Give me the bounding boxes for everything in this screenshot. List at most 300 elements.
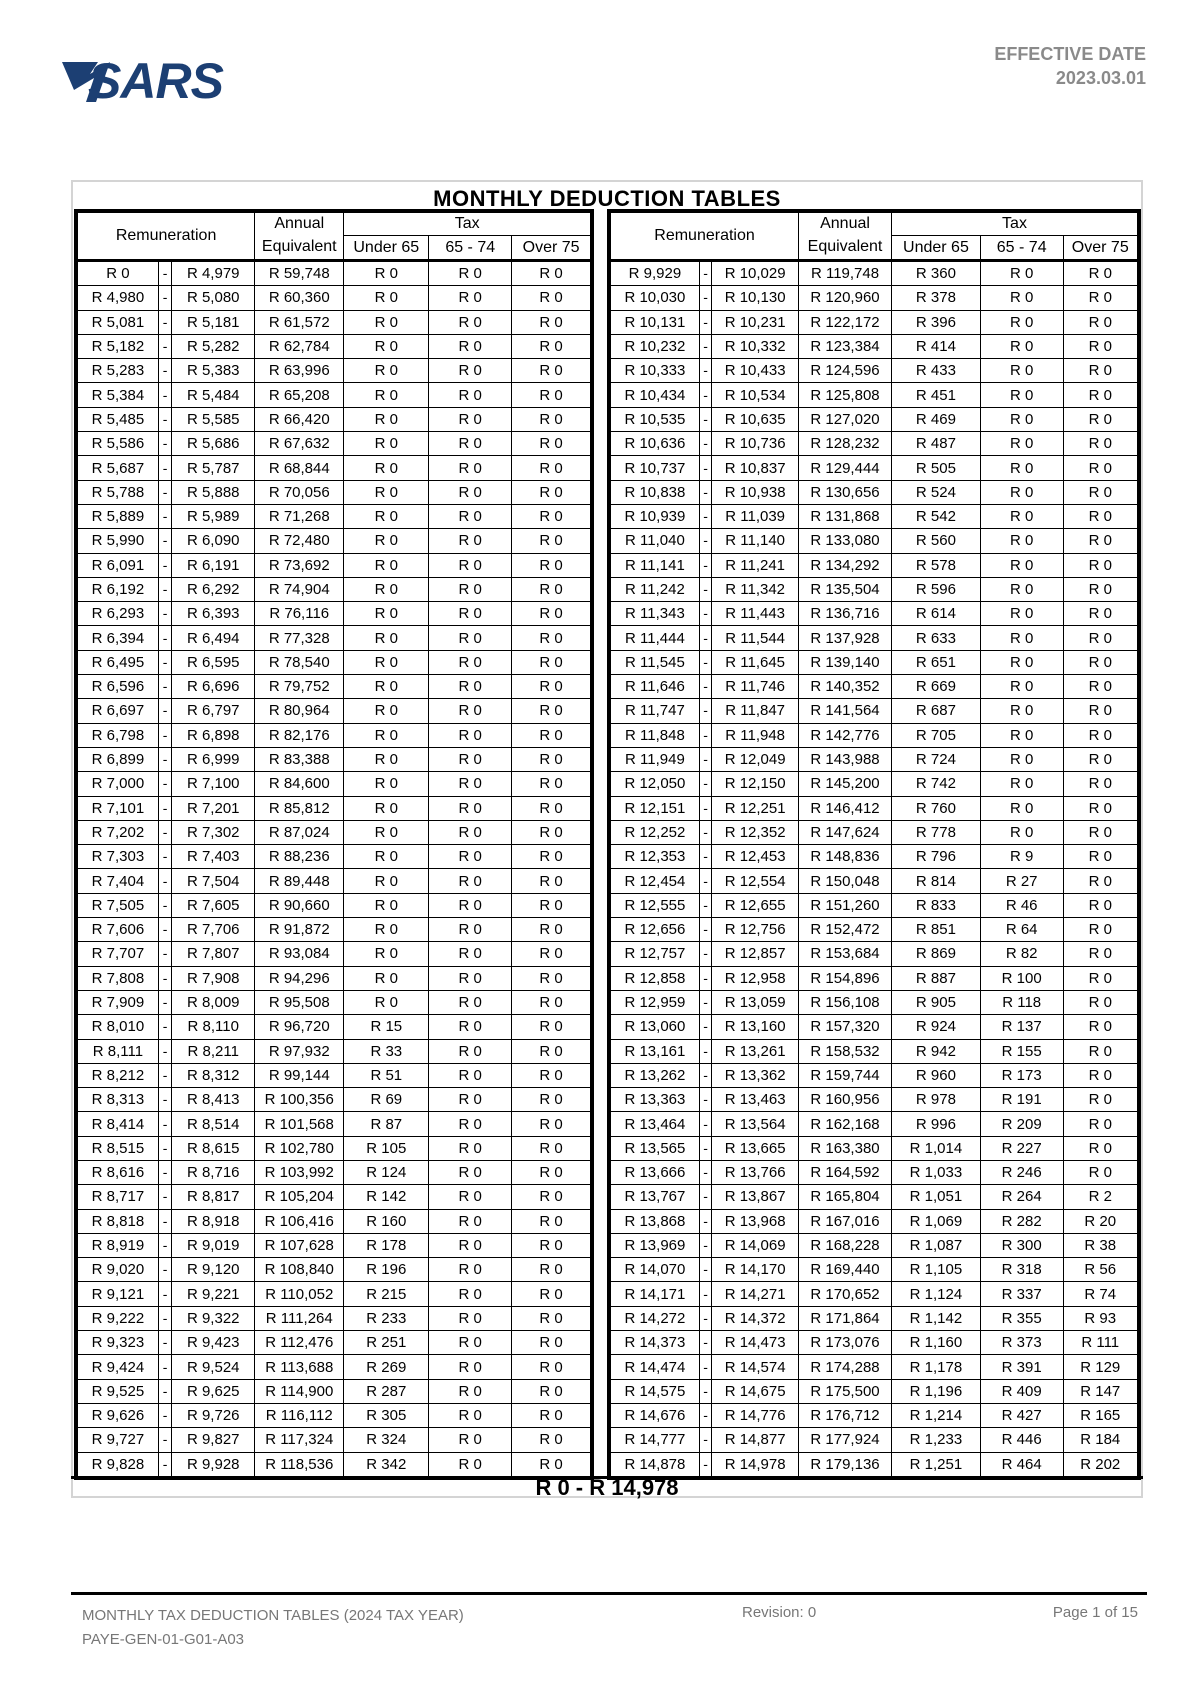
rem-dash-cell: - xyxy=(158,1015,171,1039)
tax-under65-cell: R 0 xyxy=(344,456,429,480)
annual-equivalent-cell: R 153,684 xyxy=(799,942,892,966)
rem-dash-cell: - xyxy=(158,966,171,990)
tax-under65-cell: R 1,251 xyxy=(892,1452,981,1476)
tax-65-74-cell: R 0 xyxy=(980,577,1063,601)
annual-equivalent-cell: R 108,840 xyxy=(255,1258,344,1282)
rem-from-cell: R 14,676 xyxy=(611,1403,700,1427)
tax-over75-cell: R 0 xyxy=(1063,772,1137,796)
rem-to-cell: R 6,898 xyxy=(172,723,255,747)
rem-dash-cell: - xyxy=(158,845,171,869)
rem-dash-cell: - xyxy=(699,310,711,334)
rem-dash-cell: - xyxy=(158,942,171,966)
annual-equivalent-cell: R 131,868 xyxy=(799,504,892,528)
annual-equivalent-cell: R 79,752 xyxy=(255,675,344,699)
tax-over75-cell: R 0 xyxy=(512,1258,591,1282)
tax-65-74-cell: R 0 xyxy=(429,918,512,942)
table-row xyxy=(611,1136,1138,1160)
table-row xyxy=(78,1403,591,1427)
tax-over75-cell: R 0 xyxy=(1063,699,1137,723)
rem-to-cell: R 14,776 xyxy=(712,1403,799,1427)
tax-65-74-cell: R 118 xyxy=(980,990,1063,1014)
annual-equivalent-cell: R 110,052 xyxy=(255,1282,344,1306)
annual-equivalent-cell: R 157,320 xyxy=(799,1015,892,1039)
tax-under65-cell: R 0 xyxy=(344,432,429,456)
rem-to-cell: R 13,564 xyxy=(712,1112,799,1136)
rem-dash-cell: - xyxy=(158,1209,171,1233)
rem-to-cell: R 8,817 xyxy=(172,1185,255,1209)
annual-equivalent-cell: R 160,956 xyxy=(799,1088,892,1112)
annual-header-line2: Equivalent xyxy=(255,236,344,261)
tax-under65-cell: R 0 xyxy=(344,577,429,601)
rem-to-cell: R 7,605 xyxy=(172,893,255,917)
rem-from-cell: R 12,959 xyxy=(611,990,700,1014)
rem-to-cell: R 8,918 xyxy=(172,1209,255,1233)
tax-65-74-cell: R 0 xyxy=(980,553,1063,577)
annual-equivalent-cell: R 85,812 xyxy=(255,796,344,820)
rem-to-cell: R 8,009 xyxy=(172,990,255,1014)
annual-equivalent-cell: R 169,440 xyxy=(799,1258,892,1282)
rem-to-cell: R 12,049 xyxy=(712,747,799,771)
tax-over75-cell: R 0 xyxy=(512,286,591,310)
annual-equivalent-cell: R 89,448 xyxy=(255,869,344,893)
tax-65-74-cell: R 0 xyxy=(429,286,512,310)
table-row xyxy=(611,1355,1138,1379)
tax-over75-cell: R 0 xyxy=(512,1355,591,1379)
rem-dash-cell: - xyxy=(158,1233,171,1257)
rem-to-cell: R 8,413 xyxy=(172,1088,255,1112)
rem-dash-cell: - xyxy=(158,577,171,601)
tax-over75-cell: R 0 xyxy=(1063,918,1137,942)
rem-from-cell: R 14,070 xyxy=(611,1258,700,1282)
rem-dash-cell: - xyxy=(158,1258,171,1282)
tax-under65-cell: R 15 xyxy=(344,1015,429,1039)
rem-from-cell: R 6,899 xyxy=(78,747,159,771)
tax-over75-cell: R 0 xyxy=(512,1063,591,1087)
table-row xyxy=(78,1209,591,1233)
tax-65-74-cell: R 355 xyxy=(980,1306,1063,1330)
rem-to-cell: R 13,665 xyxy=(712,1136,799,1160)
annual-equivalent-cell: R 148,836 xyxy=(799,845,892,869)
tax-over75-cell: R 0 xyxy=(512,1160,591,1184)
table-row xyxy=(611,650,1138,674)
rem-dash-cell: - xyxy=(699,1039,711,1063)
annual-equivalent-cell: R 114,900 xyxy=(255,1379,344,1403)
rem-to-cell: R 13,261 xyxy=(712,1039,799,1063)
rem-from-cell: R 14,474 xyxy=(611,1355,700,1379)
annual-equivalent-cell: R 179,136 xyxy=(799,1452,892,1476)
rem-from-cell: R 8,515 xyxy=(78,1136,159,1160)
annual-equivalent-cell: R 84,600 xyxy=(255,772,344,796)
annual-equivalent-cell: R 71,268 xyxy=(255,504,344,528)
tax-65-74-cell: R 318 xyxy=(980,1258,1063,1282)
tax-65-74-cell: R 0 xyxy=(429,747,512,771)
tax-over75-cell: R 202 xyxy=(1063,1452,1137,1476)
annual-equivalent-cell: R 165,804 xyxy=(799,1185,892,1209)
rem-to-cell: R 12,958 xyxy=(712,966,799,990)
tax-65-74-cell: R 27 xyxy=(980,869,1063,893)
tax-65-74-cell: R 0 xyxy=(429,723,512,747)
table-row xyxy=(78,1185,591,1209)
rem-from-cell: R 12,252 xyxy=(611,820,700,844)
rem-dash-cell: - xyxy=(158,1428,171,1452)
tax-under65-cell: R 0 xyxy=(344,796,429,820)
rem-to-cell: R 6,595 xyxy=(172,650,255,674)
rem-from-cell: R 9,121 xyxy=(78,1282,159,1306)
rem-from-cell: R 6,091 xyxy=(78,553,159,577)
tax-over75-cell: R 0 xyxy=(1063,1015,1137,1039)
annual-equivalent-cell: R 90,660 xyxy=(255,893,344,917)
rem-to-cell: R 13,968 xyxy=(712,1209,799,1233)
rem-from-cell: R 7,000 xyxy=(78,772,159,796)
rem-to-cell: R 10,837 xyxy=(712,456,799,480)
tax-over75-cell: R 0 xyxy=(1063,1136,1137,1160)
under65-header: Under 65 xyxy=(892,236,981,261)
tax-under65-cell: R 0 xyxy=(344,504,429,528)
annual-equivalent-cell: R 127,020 xyxy=(799,407,892,431)
tax-under65-cell: R 505 xyxy=(892,456,981,480)
rem-to-cell: R 11,544 xyxy=(712,626,799,650)
tax-under65-cell: R 978 xyxy=(892,1088,981,1112)
table-row xyxy=(611,529,1138,553)
tax-65-74-cell: R 0 xyxy=(429,432,512,456)
tax-over75-cell: R 0 xyxy=(512,918,591,942)
annual-equivalent-cell: R 167,016 xyxy=(799,1209,892,1233)
tax-over75-cell: R 0 xyxy=(1063,553,1137,577)
rem-to-cell: R 14,170 xyxy=(712,1258,799,1282)
tax-65-74-cell: R 0 xyxy=(429,529,512,553)
rem-to-cell: R 14,877 xyxy=(712,1428,799,1452)
rem-from-cell: R 14,171 xyxy=(611,1282,700,1306)
tax-under65-cell: R 0 xyxy=(344,747,429,771)
rem-dash-cell: - xyxy=(158,1185,171,1209)
tax-65-74-cell: R 464 xyxy=(980,1452,1063,1476)
tax-65-74-cell: R 0 xyxy=(429,1379,512,1403)
tax-65-74-cell: R 0 xyxy=(429,1331,512,1355)
annual-equivalent-cell: R 70,056 xyxy=(255,480,344,504)
tax-under65-cell: R 687 xyxy=(892,699,981,723)
tax-under65-cell: R 0 xyxy=(344,966,429,990)
rem-from-cell: R 13,363 xyxy=(611,1088,700,1112)
tax-under65-cell: R 669 xyxy=(892,675,981,699)
tax-under65-cell: R 0 xyxy=(344,942,429,966)
rem-to-cell: R 14,372 xyxy=(712,1306,799,1330)
tax-65-74-cell: R 0 xyxy=(429,1233,512,1257)
rem-from-cell: R 10,030 xyxy=(611,286,700,310)
rem-dash-cell: - xyxy=(699,456,711,480)
tax-65-74-cell: R 0 xyxy=(980,432,1063,456)
annual-equivalent-cell: R 133,080 xyxy=(799,529,892,553)
rem-dash-cell: - xyxy=(699,407,711,431)
annual-equivalent-cell: R 154,896 xyxy=(799,966,892,990)
rem-to-cell: R 12,756 xyxy=(712,918,799,942)
table-row xyxy=(611,310,1138,334)
tax-65-74-cell: R 0 xyxy=(429,1403,512,1427)
rem-from-cell: R 13,161 xyxy=(611,1039,700,1063)
rem-dash-cell: - xyxy=(699,383,711,407)
rem-dash-cell: - xyxy=(699,918,711,942)
annual-equivalent-cell: R 164,592 xyxy=(799,1160,892,1184)
rem-dash-cell: - xyxy=(699,286,711,310)
tax-65-74-cell: R 0 xyxy=(429,577,512,601)
annual-equivalent-cell: R 66,420 xyxy=(255,407,344,431)
annual-equivalent-cell: R 171,864 xyxy=(799,1306,892,1330)
effective-date-value: 2023.03.01 xyxy=(1055,68,1146,88)
rem-dash-cell: - xyxy=(699,553,711,577)
rem-from-cell: R 7,707 xyxy=(78,942,159,966)
tax-over75-cell: R 0 xyxy=(1063,845,1137,869)
table-row xyxy=(78,286,591,310)
rem-from-cell: R 11,646 xyxy=(611,675,700,699)
rem-from-cell: R 13,565 xyxy=(611,1136,700,1160)
rem-from-cell: R 7,404 xyxy=(78,869,159,893)
rem-from-cell: R 12,858 xyxy=(611,966,700,990)
tax-over75-cell: R 0 xyxy=(1063,577,1137,601)
annual-equivalent-cell: R 113,688 xyxy=(255,1355,344,1379)
rem-dash-cell: - xyxy=(158,286,171,310)
annual-equivalent-cell: R 107,628 xyxy=(255,1233,344,1257)
tax-over75-cell: R 0 xyxy=(1063,820,1137,844)
rem-from-cell: R 5,485 xyxy=(78,407,159,431)
rem-from-cell: R 9,929 xyxy=(611,261,700,286)
rem-dash-cell: - xyxy=(699,1209,711,1233)
tax-65-74-cell: R 0 xyxy=(980,334,1063,358)
table-row xyxy=(611,990,1138,1014)
rem-dash-cell: - xyxy=(158,1136,171,1160)
rem-to-cell: R 10,736 xyxy=(712,432,799,456)
annual-header-line1: Annual xyxy=(255,213,344,236)
tax-over75-cell: R 0 xyxy=(512,747,591,771)
rem-dash-cell: - xyxy=(158,529,171,553)
under65-header: Under 65 xyxy=(344,236,429,261)
footer-divider xyxy=(71,1592,1147,1595)
annual-equivalent-cell: R 68,844 xyxy=(255,456,344,480)
rem-dash-cell: - xyxy=(158,772,171,796)
tax-65-74-cell: R 0 xyxy=(980,820,1063,844)
tax-over75-cell: R 0 xyxy=(1063,650,1137,674)
rem-dash-cell: - xyxy=(158,1282,171,1306)
right-deduction-table xyxy=(610,212,1138,1477)
rem-dash-cell: - xyxy=(699,845,711,869)
table-row xyxy=(611,869,1138,893)
tax-header: Tax xyxy=(344,213,591,236)
rem-to-cell: R 9,221 xyxy=(172,1282,255,1306)
tax-65-74-cell: R 0 xyxy=(980,456,1063,480)
rem-to-cell: R 5,484 xyxy=(172,383,255,407)
tax-over75-cell: R 2 xyxy=(1063,1185,1137,1209)
rem-to-cell: R 9,019 xyxy=(172,1233,255,1257)
rem-dash-cell: - xyxy=(158,1306,171,1330)
rem-from-cell: R 11,747 xyxy=(611,699,700,723)
table-row xyxy=(78,359,591,383)
table-row xyxy=(78,723,591,747)
rem-to-cell: R 11,948 xyxy=(712,723,799,747)
annual-equivalent-cell: R 117,324 xyxy=(255,1428,344,1452)
rem-to-cell: R 14,271 xyxy=(712,1282,799,1306)
rem-dash-cell: - xyxy=(158,820,171,844)
rem-from-cell: R 9,020 xyxy=(78,1258,159,1282)
tax-over75-cell: R 0 xyxy=(512,1331,591,1355)
tax-under65-cell: R 705 xyxy=(892,723,981,747)
table-row xyxy=(611,553,1138,577)
tax-over75-cell: R 74 xyxy=(1063,1282,1137,1306)
tax-under65-cell: R 0 xyxy=(344,261,429,286)
table-row xyxy=(78,261,591,286)
annual-equivalent-cell: R 73,692 xyxy=(255,553,344,577)
tax-65-74-cell: R 64 xyxy=(980,918,1063,942)
rem-from-cell: R 6,798 xyxy=(78,723,159,747)
tax-65-74-cell: R 0 xyxy=(980,383,1063,407)
tax-over75-cell: R 0 xyxy=(1063,1160,1137,1184)
rem-to-cell: R 5,181 xyxy=(172,310,255,334)
annual-equivalent-cell: R 119,748 xyxy=(799,261,892,286)
table-row xyxy=(611,334,1138,358)
tax-under65-cell: R 269 xyxy=(344,1355,429,1379)
tax-under65-cell: R 396 xyxy=(892,310,981,334)
rem-to-cell: R 6,797 xyxy=(172,699,255,723)
tax-over75-cell: R 0 xyxy=(512,1428,591,1452)
rem-to-cell: R 14,574 xyxy=(712,1355,799,1379)
tax-under65-cell: R 33 xyxy=(344,1039,429,1063)
rem-from-cell: R 9,828 xyxy=(78,1452,159,1476)
annual-equivalent-cell: R 77,328 xyxy=(255,626,344,650)
annual-equivalent-cell: R 63,996 xyxy=(255,359,344,383)
annual-equivalent-cell: R 122,172 xyxy=(799,310,892,334)
rem-from-cell: R 8,010 xyxy=(78,1015,159,1039)
rem-from-cell: R 10,232 xyxy=(611,334,700,358)
rem-from-cell: R 5,182 xyxy=(78,334,159,358)
rem-to-cell: R 5,787 xyxy=(172,456,255,480)
tax-65-74-cell: R 0 xyxy=(429,1452,512,1476)
rem-dash-cell: - xyxy=(699,529,711,553)
tax-over75-cell: R 0 xyxy=(1063,990,1137,1014)
rem-dash-cell: - xyxy=(699,1185,711,1209)
tax-over75-cell: R 0 xyxy=(1063,334,1137,358)
tax-over75-cell: R 0 xyxy=(1063,456,1137,480)
annual-header-line1: Annual xyxy=(799,213,892,236)
tax-over75-cell: R 0 xyxy=(512,1233,591,1257)
tax-over75-cell: R 0 xyxy=(1063,966,1137,990)
rem-dash-cell: - xyxy=(158,869,171,893)
annual-equivalent-cell: R 97,932 xyxy=(255,1039,344,1063)
rem-to-cell: R 7,201 xyxy=(172,796,255,820)
rem-dash-cell: - xyxy=(158,1112,171,1136)
tax-over75-cell: R 0 xyxy=(512,893,591,917)
rem-to-cell: R 8,615 xyxy=(172,1136,255,1160)
rem-to-cell: R 7,302 xyxy=(172,820,255,844)
tax-65-74-cell: R 0 xyxy=(429,1209,512,1233)
rem-from-cell: R 7,101 xyxy=(78,796,159,820)
rem-to-cell: R 5,383 xyxy=(172,359,255,383)
rem-dash-cell: - xyxy=(158,261,171,286)
rem-dash-cell: - xyxy=(699,1258,711,1282)
rem-dash-cell: - xyxy=(158,553,171,577)
tax-65-74-cell: R 391 xyxy=(980,1355,1063,1379)
tax-over75-cell: R 0 xyxy=(1063,383,1137,407)
effective-date-label: EFFECTIVE DATE xyxy=(994,44,1146,64)
tax-65-74-cell: R 0 xyxy=(980,286,1063,310)
tax-65-74-cell: R 9 xyxy=(980,845,1063,869)
rem-from-cell: R 12,555 xyxy=(611,893,700,917)
tax-over75-cell: R 0 xyxy=(512,942,591,966)
rem-from-cell: R 11,444 xyxy=(611,626,700,650)
table-row xyxy=(78,893,591,917)
tax-over75-cell: R 0 xyxy=(1063,602,1137,626)
table-row xyxy=(78,820,591,844)
annual-equivalent-cell: R 146,412 xyxy=(799,796,892,820)
tax-65-74-cell: R 0 xyxy=(429,504,512,528)
tax-under65-cell: R 433 xyxy=(892,359,981,383)
tax-65-74-cell: R 0 xyxy=(429,1428,512,1452)
annual-equivalent-cell: R 130,656 xyxy=(799,480,892,504)
annual-equivalent-cell: R 103,992 xyxy=(255,1160,344,1184)
left-table-panel xyxy=(74,209,594,1480)
rem-to-cell: R 12,655 xyxy=(712,893,799,917)
rem-to-cell: R 6,191 xyxy=(172,553,255,577)
table-row xyxy=(78,529,591,553)
tax-65-74-cell: R 0 xyxy=(980,504,1063,528)
tax-65-74-cell: R 246 xyxy=(980,1160,1063,1184)
table-row xyxy=(611,407,1138,431)
tax-over75-cell: R 38 xyxy=(1063,1233,1137,1257)
tax-65-74-cell: R 0 xyxy=(429,990,512,1014)
tax-65-74-cell: R 0 xyxy=(429,456,512,480)
tax-under65-cell: R 614 xyxy=(892,602,981,626)
annual-equivalent-cell: R 135,504 xyxy=(799,577,892,601)
rem-dash-cell: - xyxy=(699,1452,711,1476)
rem-dash-cell: - xyxy=(158,383,171,407)
rem-from-cell: R 6,394 xyxy=(78,626,159,650)
rem-to-cell: R 11,342 xyxy=(712,577,799,601)
tax-over75-cell: R 0 xyxy=(1063,893,1137,917)
rem-to-cell: R 9,120 xyxy=(172,1258,255,1282)
rem-dash-cell: - xyxy=(699,893,711,917)
rem-from-cell: R 5,788 xyxy=(78,480,159,504)
tax-under65-cell: R 287 xyxy=(344,1379,429,1403)
tax-over75-cell: R 0 xyxy=(512,432,591,456)
table-row xyxy=(78,1282,591,1306)
table-row xyxy=(78,1063,591,1087)
tax-65-74-cell: R 0 xyxy=(429,1112,512,1136)
tax-65-74-cell: R 209 xyxy=(980,1112,1063,1136)
table-row xyxy=(78,1355,591,1379)
table-row xyxy=(78,383,591,407)
tax-over75-cell: R 0 xyxy=(1063,480,1137,504)
tax-under65-cell: R 887 xyxy=(892,966,981,990)
annual-equivalent-cell: R 175,500 xyxy=(799,1379,892,1403)
rem-dash-cell: - xyxy=(699,820,711,844)
rem-from-cell: R 8,818 xyxy=(78,1209,159,1233)
annual-equivalent-cell: R 120,960 xyxy=(799,286,892,310)
tax-under65-cell: R 1,196 xyxy=(892,1379,981,1403)
rem-from-cell: R 14,878 xyxy=(611,1452,700,1476)
rem-to-cell: R 7,908 xyxy=(172,966,255,990)
tax-under65-cell: R 542 xyxy=(892,504,981,528)
tax-over75-cell: R 0 xyxy=(512,334,591,358)
annual-equivalent-cell: R 93,084 xyxy=(255,942,344,966)
tax-under65-cell: R 0 xyxy=(344,359,429,383)
annual-equivalent-cell: R 134,292 xyxy=(799,553,892,577)
rem-from-cell: R 14,575 xyxy=(611,1379,700,1403)
tax-65-74-cell: R 0 xyxy=(429,602,512,626)
rem-dash-cell: - xyxy=(699,723,711,747)
rem-dash-cell: - xyxy=(158,456,171,480)
table-row xyxy=(78,845,591,869)
rem-dash-cell: - xyxy=(699,990,711,1014)
tax-over75-cell: R 0 xyxy=(512,1306,591,1330)
left-deduction-table xyxy=(77,212,591,1477)
rem-dash-cell: - xyxy=(699,747,711,771)
rem-from-cell: R 7,505 xyxy=(78,893,159,917)
